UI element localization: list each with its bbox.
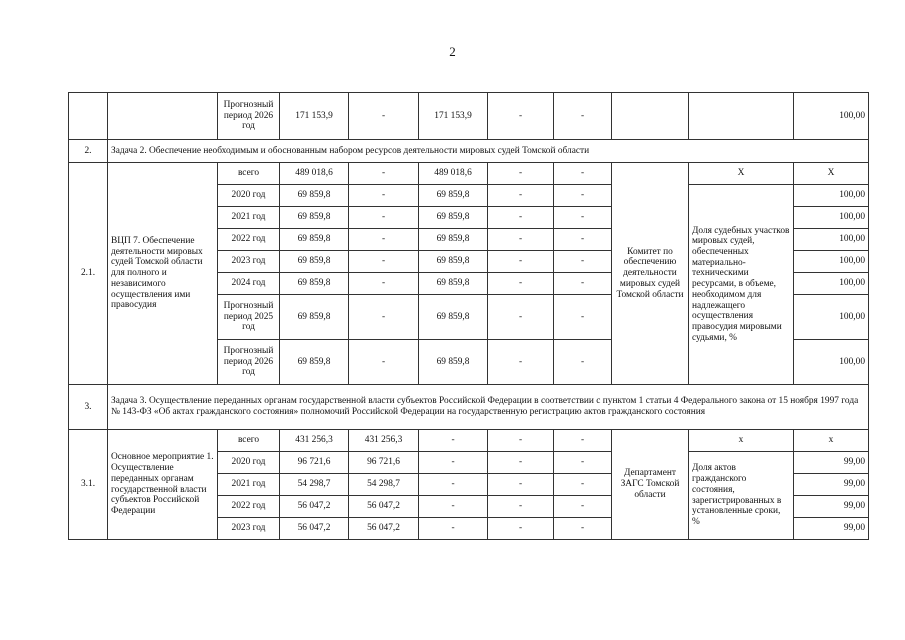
program-table (68, 92, 869, 540)
executor-cell: Комитет по обеспечению деятельности мировых судей Томской области (612, 163, 689, 385)
period-cell: 2020 год (218, 452, 280, 474)
row-number-cell: 2. (69, 140, 108, 163)
value-cell: - (488, 273, 554, 295)
value-cell: 54 298,7 (349, 474, 419, 496)
indicator-value-cell: 99,00 (794, 474, 869, 496)
value-cell: 56 047,2 (349, 496, 419, 518)
value-cell: 56 047,2 (280, 496, 349, 518)
table-row (69, 93, 869, 140)
indicator-value-cell: 100,00 (794, 207, 869, 229)
indicator-value-cell: 99,00 (794, 518, 869, 540)
value-cell: - (419, 474, 488, 496)
value-cell: - (488, 474, 554, 496)
period-cell: Прогнозный период 2026 год (218, 93, 280, 140)
indicator-value-cell: 100,00 (794, 93, 869, 140)
value-cell: - (349, 163, 419, 185)
value-cell: - (488, 207, 554, 229)
value-cell: - (419, 496, 488, 518)
value-cell: 69 859,8 (280, 295, 349, 340)
value-cell: - (488, 163, 554, 185)
value-cell: - (488, 340, 554, 385)
value-cell: - (554, 163, 612, 185)
row-number-cell: 3. (69, 385, 108, 430)
value-cell: - (554, 430, 612, 452)
value-cell: 69 859,8 (280, 207, 349, 229)
value-cell: - (349, 93, 419, 140)
indicator-name-cell: Доля судебных участков мировых судей, обеспеченных материально-техническими ресурсами, в объеме, необходимом для надлежащего осуществления правосудия мировыми судьями, % (689, 185, 794, 385)
value-cell: 96 721,6 (349, 452, 419, 474)
indicator-value-cell: X (794, 163, 869, 185)
indicator-value-cell: 100,00 (794, 295, 869, 340)
period-cell: 2022 год (218, 496, 280, 518)
value-cell: - (349, 207, 419, 229)
value-cell: - (488, 496, 554, 518)
value-cell: - (419, 430, 488, 452)
indicator-name-cell: Доля актов гражданского состояния, зарегистрированных в установленные сроки, % (689, 452, 794, 540)
period-cell: 2020 год (218, 185, 280, 207)
indicator-value-cell: 100,00 (794, 340, 869, 385)
value-cell: 54 298,7 (280, 474, 349, 496)
row-number-cell: 2.1. (69, 163, 108, 385)
period-cell: 2023 год (218, 518, 280, 540)
value-cell: - (419, 518, 488, 540)
value-cell: - (554, 273, 612, 295)
indicator-value-cell: 100,00 (794, 251, 869, 273)
indicator-value-cell: 100,00 (794, 185, 869, 207)
period-cell: Прогнозный период 2026 год (218, 340, 280, 385)
task-title-cell: Задача 2. Обеспечение необходимым и обоснованным набором ресурсов деятельности мировых судей Томской области (108, 140, 869, 163)
page-number: 2 (449, 44, 456, 59)
value-cell: 431 256,3 (349, 430, 419, 452)
indicator-value-cell: 99,00 (794, 496, 869, 518)
indicator-value-cell: 100,00 (794, 273, 869, 295)
period-cell: всего (218, 163, 280, 185)
indicator-value-cell: x (794, 430, 869, 452)
row-number-cell: 3.1. (69, 430, 108, 540)
indicator-name-cell: x (689, 430, 794, 452)
value-cell: - (554, 295, 612, 340)
task-title-cell: Задача 3. Осуществление переданных органам государственной власти субъектов Российской Федерации в соответствии с пунктом 1 статьи 4 Федерального закона от 15 ноября 1997 года № 143-ФЗ «Об актах гражданского состояния» полномочий Российской Федерации на государственную регистрацию актов гражданского состояния (108, 385, 869, 430)
value-cell: - (554, 452, 612, 474)
value-cell: 171 153,9 (419, 93, 488, 140)
value-cell: - (349, 273, 419, 295)
value-cell: - (349, 295, 419, 340)
value-cell: 69 859,8 (419, 251, 488, 273)
value-cell: - (488, 518, 554, 540)
value-cell: 69 859,8 (280, 251, 349, 273)
value-cell: - (554, 229, 612, 251)
table-row (69, 385, 869, 430)
value-cell: 69 859,8 (280, 340, 349, 385)
period-cell: всего (218, 430, 280, 452)
value-cell: - (554, 93, 612, 140)
value-cell: - (488, 185, 554, 207)
indicator-name-cell: X (689, 163, 794, 185)
value-cell: - (349, 251, 419, 273)
value-cell: - (554, 474, 612, 496)
value-cell: 489 018,6 (419, 163, 488, 185)
value-cell: 56 047,2 (349, 518, 419, 540)
value-cell: - (488, 430, 554, 452)
value-cell: 69 859,8 (419, 340, 488, 385)
period-cell: 2022 год (218, 229, 280, 251)
indicator-value-cell: 99,00 (794, 452, 869, 474)
value-cell: - (554, 185, 612, 207)
value-cell: 69 859,8 (280, 229, 349, 251)
value-cell: 69 859,8 (280, 273, 349, 295)
value-cell: - (554, 340, 612, 385)
value-cell: 171 153,9 (280, 93, 349, 140)
value-cell: 56 047,2 (280, 518, 349, 540)
value-cell: 69 859,8 (419, 185, 488, 207)
value-cell: - (349, 340, 419, 385)
value-cell: - (554, 251, 612, 273)
value-cell: - (488, 251, 554, 273)
value-cell: - (419, 452, 488, 474)
period-cell: 2023 год (218, 251, 280, 273)
value-cell: - (488, 229, 554, 251)
executor-cell: Департамент ЗАГС Томской области (612, 430, 689, 540)
activity-name-cell: Основное мероприятие 1. Осуществление переданных органам государственной власти субъектов Российской Федерации (108, 430, 218, 540)
value-cell: 69 859,8 (419, 229, 488, 251)
table-row (69, 430, 869, 452)
value-cell: - (488, 93, 554, 140)
indicator-value-cell: 100,00 (794, 229, 869, 251)
value-cell: 69 859,8 (419, 207, 488, 229)
period-cell: 2021 год (218, 474, 280, 496)
value-cell: 489 018,6 (280, 163, 349, 185)
value-cell: 69 859,8 (419, 295, 488, 340)
value-cell: 431 256,3 (280, 430, 349, 452)
value-cell: 96 721,6 (280, 452, 349, 474)
period-cell: 2021 год (218, 207, 280, 229)
value-cell: - (488, 295, 554, 340)
activity-name-cell: ВЦП 7. Обеспечение деятельности мировых судей Томской области для полного и независимого осуществления ими правосудия (108, 163, 218, 385)
value-cell: 69 859,8 (419, 273, 488, 295)
value-cell: - (554, 496, 612, 518)
value-cell: 69 859,8 (280, 185, 349, 207)
table-row (69, 163, 869, 185)
table-row (69, 140, 869, 163)
value-cell: - (554, 518, 612, 540)
period-cell: 2024 год (218, 273, 280, 295)
value-cell: - (349, 185, 419, 207)
value-cell: - (554, 207, 612, 229)
value-cell: - (349, 229, 419, 251)
value-cell: - (488, 452, 554, 474)
period-cell: Прогнозный период 2025 год (218, 295, 280, 340)
